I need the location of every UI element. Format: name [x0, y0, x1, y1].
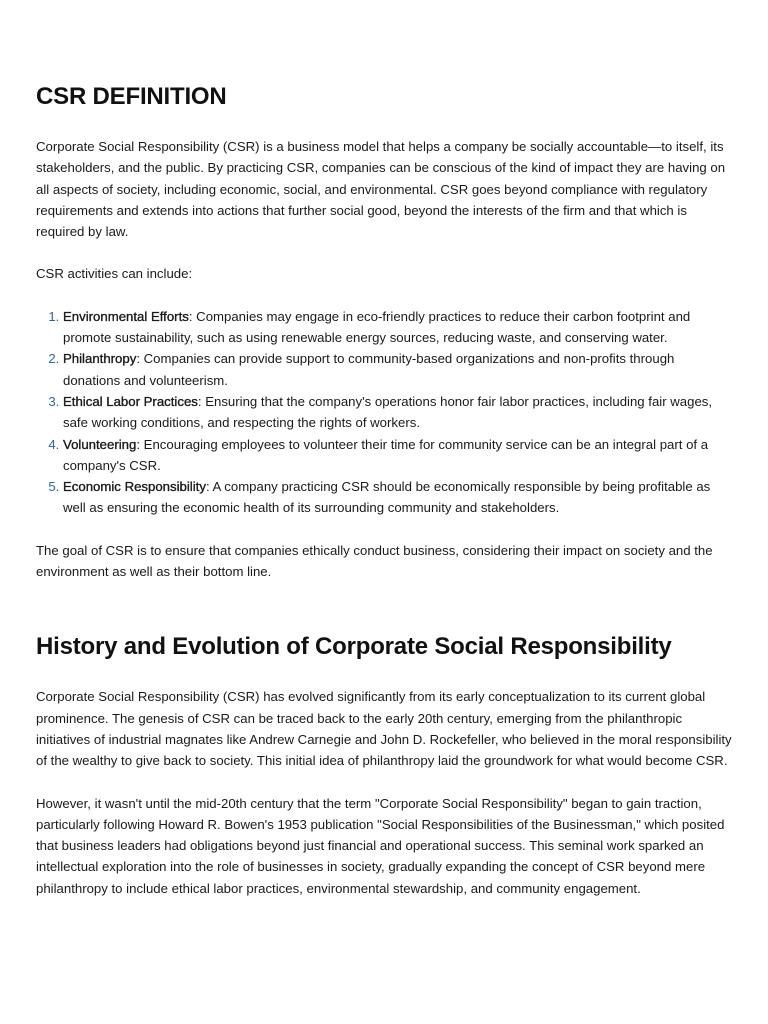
list-item-term: Philanthropy [63, 351, 137, 367]
list-item [63, 391, 734, 434]
list-item-text: : Encouraging employees to volunteer their time for community service can be an integral part of a company's CSR. [63, 436, 709, 473]
history-paragraph: However, it wasn't until the mid-20th century that the term "Corporate Social Responsibility" began to gain traction, particularly following Howard R. Bowen's 1953 publication "Social Responsibilities of the Businessman," which posited that business leaders had obligations beyond just financial and operational success. This seminal work sparked an intellectual exploration into the role of businesses in society, gradually expanding the concept of CSR beyond mere philanthropy to include ethical labor practices, environmental stewardship, and community engagement. [36, 795, 725, 896]
list-item-text: : A company practicing CSR should be economically responsible by being profitable as well as ensuring the economic health of its surrounding community and stakeholders. [63, 479, 711, 516]
list-item-term: Volunteering [63, 436, 137, 452]
list-item [63, 434, 734, 477]
csr-activities-list [36, 306, 734, 519]
conclusion-paragraph: The goal of CSR is to ensure that companies ethically conduct business, considering their impact on society and the environment as well as their bottom line. [36, 542, 713, 580]
list-item [63, 348, 734, 391]
list-item [63, 306, 734, 349]
list-item [63, 476, 734, 519]
list-item-term: Ethical Labor Practices [63, 393, 198, 409]
list-item-term: Economic Responsibility [63, 479, 206, 495]
list-item-text: : Companies may engage in eco-friendly practices to reduce their carbon footprint and promote sustainability, such as using renewable energy sources, reducing waste, and conserving water. [63, 308, 691, 346]
list-item-term: Environmental Efforts [63, 308, 189, 324]
section-heading-csr-definition: CSR DEFINITION [36, 83, 227, 110]
list-lead: CSR activities can include: [36, 266, 193, 282]
list-item-text: : Companies can provide support to community-based organizations and non-profits through donations and volunteerism. [63, 351, 675, 388]
intro-paragraph: Corporate Social Responsibility (CSR) is a business model that helps a company be socially accountable—to itself, its stakeholders, and the public. By practicing CSR, companies can be conscious of the kind of impact they are having on all aspects of society, including economic, social, and environmental. CSR goes beyond compliance with regulatory requirements and extends into actions that further social good, beyond the interests of the firm and that which is required by law. [36, 139, 726, 240]
section-heading-history: History and Evolution of Corporate Social Responsibility [36, 633, 672, 661]
history-paragraph: Corporate Social Responsibility (CSR) has evolved significantly from its early conceptualization to its current global prominence. The genesis of CSR can be traced back to the early 20th century, emerging from the philanthropic initiatives of industrial magnates like Andrew Carnegie and John D. Rockefeller, who believed in the moral responsibility of the wealthy to give back to society. This initial idea of philanthropy laid the groundwork for what would become CSR. [36, 689, 732, 769]
list-item-text: : Ensuring that the company's operations honor fair labor practices, including fair wages, safe working conditions, and respecting the rights of workers. [63, 393, 713, 431]
